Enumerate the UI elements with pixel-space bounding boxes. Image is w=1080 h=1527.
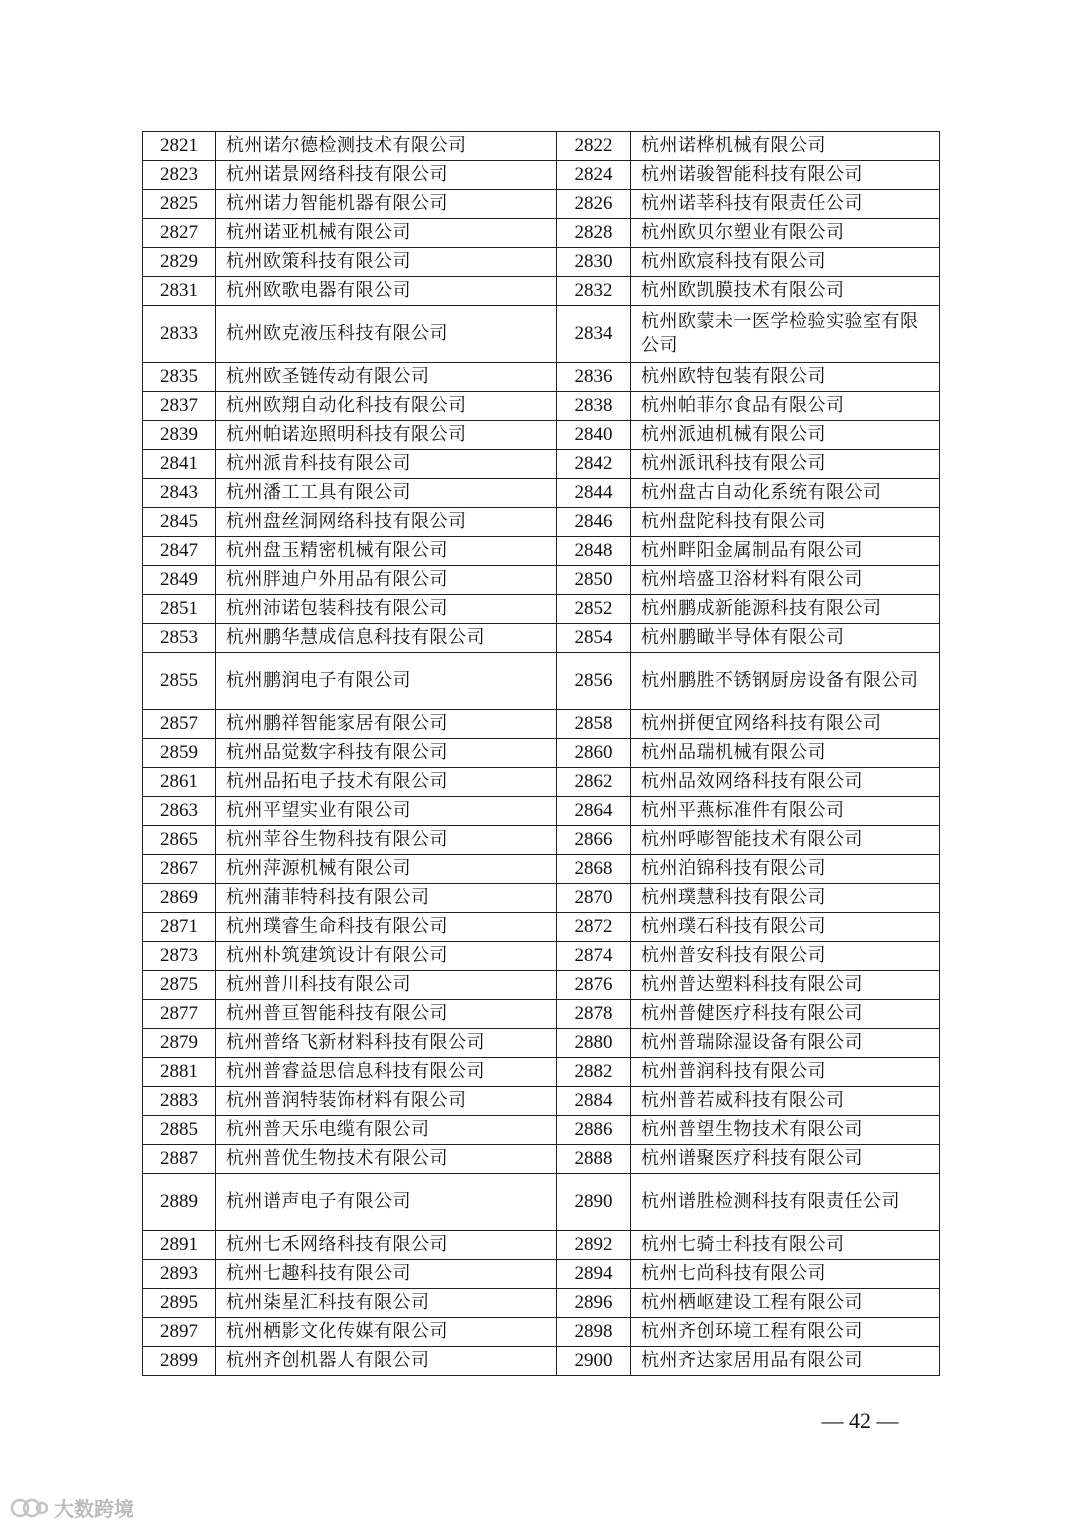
row-number-cell: 2853 [143, 624, 216, 653]
row-number-cell: 2885 [143, 1116, 216, 1145]
table-row [143, 190, 940, 219]
row-number-cell: 2829 [143, 248, 216, 277]
row-number-cell: 2831 [143, 277, 216, 306]
table-row [143, 1116, 940, 1145]
table-row [143, 768, 940, 797]
company-name-cell: 杭州齐创环境工程有限公司 [631, 1318, 940, 1347]
row-number-cell: 2868 [557, 855, 631, 884]
row-number-cell: 2899 [143, 1347, 216, 1376]
company-name-cell: 杭州谱声电子有限公司 [216, 1174, 557, 1231]
table-row [143, 1058, 940, 1087]
row-number-cell: 2845 [143, 508, 216, 537]
company-name-cell: 杭州鹏润电子有限公司 [216, 653, 557, 710]
company-name-cell: 杭州谱聚医疗科技有限公司 [631, 1145, 940, 1174]
row-number-cell: 2848 [557, 537, 631, 566]
company-name-cell: 杭州盘陀科技有限公司 [631, 508, 940, 537]
company-name-cell: 杭州品觉数字科技有限公司 [216, 739, 557, 768]
row-number-cell: 2858 [557, 710, 631, 739]
row-number-cell: 2863 [143, 797, 216, 826]
row-number-cell: 2851 [143, 595, 216, 624]
company-name-cell: 杭州平望实业有限公司 [216, 797, 557, 826]
row-number-cell: 2827 [143, 219, 216, 248]
watermark [10, 1493, 134, 1522]
row-number-cell: 2891 [143, 1231, 216, 1260]
company-name-cell: 杭州普达塑料科技有限公司 [631, 971, 940, 1000]
company-list-table-container [142, 131, 939, 1376]
row-number-cell: 2861 [143, 768, 216, 797]
company-name-cell: 杭州诺桦机械有限公司 [631, 132, 940, 161]
table-row [143, 248, 940, 277]
row-number-cell: 2854 [557, 624, 631, 653]
row-number-cell: 2856 [557, 653, 631, 710]
company-name-cell: 杭州欧特包装有限公司 [631, 363, 940, 392]
company-name-cell: 杭州齐创机器人有限公司 [216, 1347, 557, 1376]
company-name-cell: 杭州胖迪户外用品有限公司 [216, 566, 557, 595]
company-name-cell: 杭州诺力智能机器有限公司 [216, 190, 557, 219]
company-name-cell: 杭州苹谷生物科技有限公司 [216, 826, 557, 855]
company-name-cell: 杭州普润科技有限公司 [631, 1058, 940, 1087]
company-name-cell: 杭州鹏瞰半导体有限公司 [631, 624, 940, 653]
row-number-cell: 2847 [143, 537, 216, 566]
company-name-cell: 杭州普若威科技有限公司 [631, 1087, 940, 1116]
company-name-cell: 杭州畔阳金属制品有限公司 [631, 537, 940, 566]
table-row [143, 1347, 940, 1376]
company-name-cell: 杭州沛诺包装科技有限公司 [216, 595, 557, 624]
row-number-cell: 2839 [143, 421, 216, 450]
row-number-cell: 2889 [143, 1174, 216, 1231]
company-name-cell: 杭州拼便宜网络科技有限公司 [631, 710, 940, 739]
watermark-text: 大数跨境 [54, 1497, 134, 1521]
table-row [143, 971, 940, 1000]
table-row [143, 1231, 940, 1260]
row-number-cell: 2837 [143, 392, 216, 421]
row-number-cell: 2884 [557, 1087, 631, 1116]
row-number-cell: 2843 [143, 479, 216, 508]
table-row [143, 1174, 940, 1231]
company-name-cell: 杭州品瑞机械有限公司 [631, 739, 940, 768]
company-name-cell: 杭州盘丝洞网络科技有限公司 [216, 508, 557, 537]
row-number-cell: 2838 [557, 392, 631, 421]
row-number-cell: 2869 [143, 884, 216, 913]
row-number-cell: 2842 [557, 450, 631, 479]
company-name-cell: 杭州普睿益思信息科技有限公司 [216, 1058, 557, 1087]
table-row [143, 363, 940, 392]
company-name-cell: 杭州派肯科技有限公司 [216, 450, 557, 479]
row-number-cell: 2826 [557, 190, 631, 219]
company-name-cell: 杭州普望生物技术有限公司 [631, 1116, 940, 1145]
row-number-cell: 2882 [557, 1058, 631, 1087]
company-list-body [143, 132, 940, 1376]
row-number-cell: 2892 [557, 1231, 631, 1260]
company-name-cell: 杭州普川科技有限公司 [216, 971, 557, 1000]
table-row [143, 1000, 940, 1029]
company-name-cell: 杭州诺莘科技有限责任公司 [631, 190, 940, 219]
table-row [143, 624, 940, 653]
table-row [143, 1260, 940, 1289]
company-name-cell: 杭州诺尔德检测技术有限公司 [216, 132, 557, 161]
company-name-cell: 杭州七尚科技有限公司 [631, 1260, 940, 1289]
row-number-cell: 2849 [143, 566, 216, 595]
table-row [143, 508, 940, 537]
company-name-cell: 杭州普瑞除湿设备有限公司 [631, 1029, 940, 1058]
row-number-cell: 2825 [143, 190, 216, 219]
table-row [143, 797, 940, 826]
company-name-cell: 杭州七趣科技有限公司 [216, 1260, 557, 1289]
table-row [143, 739, 940, 768]
company-name-cell: 杭州诺景网络科技有限公司 [216, 161, 557, 190]
company-name-cell: 杭州鹏祥智能家居有限公司 [216, 710, 557, 739]
row-number-cell: 2877 [143, 1000, 216, 1029]
company-name-cell: 杭州谱胜检测科技有限责任公司 [631, 1174, 940, 1231]
company-name-cell: 杭州栖影文化传媒有限公司 [216, 1318, 557, 1347]
company-name-cell: 杭州鹏胜不锈钢厨房设备有限公司 [631, 653, 940, 710]
watermark-logo-icon [10, 1496, 50, 1520]
row-number-cell: 2860 [557, 739, 631, 768]
row-number-cell: 2844 [557, 479, 631, 508]
row-number-cell: 2897 [143, 1318, 216, 1347]
company-name-cell: 杭州培盛卫浴材料有限公司 [631, 566, 940, 595]
row-number-cell: 2893 [143, 1260, 216, 1289]
table-row [143, 277, 940, 306]
row-number-cell: 2872 [557, 913, 631, 942]
company-name-cell: 杭州璞睿生命科技有限公司 [216, 913, 557, 942]
company-name-cell: 杭州欧歌电器有限公司 [216, 277, 557, 306]
table-row [143, 855, 940, 884]
company-name-cell: 杭州派讯科技有限公司 [631, 450, 940, 479]
table-row [143, 653, 940, 710]
row-number-cell: 2833 [143, 306, 216, 363]
table-row [143, 306, 940, 363]
table-row [143, 1087, 940, 1116]
company-name-cell: 杭州普优生物技术有限公司 [216, 1145, 557, 1174]
row-number-cell: 2871 [143, 913, 216, 942]
table-row [143, 421, 940, 450]
row-number-cell: 2850 [557, 566, 631, 595]
company-name-cell: 杭州潘工工具有限公司 [216, 479, 557, 508]
company-name-cell: 杭州萍源机械有限公司 [216, 855, 557, 884]
company-list-table [142, 131, 940, 1376]
row-number-cell: 2828 [557, 219, 631, 248]
table-row [143, 392, 940, 421]
table-row [143, 1289, 940, 1318]
row-number-cell: 2864 [557, 797, 631, 826]
company-name-cell: 杭州欧克液压科技有限公司 [216, 306, 557, 363]
row-number-cell: 2875 [143, 971, 216, 1000]
company-name-cell: 杭州泊锦科技有限公司 [631, 855, 940, 884]
row-number-cell: 2900 [557, 1347, 631, 1376]
row-number-cell: 2898 [557, 1318, 631, 1347]
table-row [143, 161, 940, 190]
table-row [143, 132, 940, 161]
company-name-cell: 杭州盘玉精密机械有限公司 [216, 537, 557, 566]
row-number-cell: 2886 [557, 1116, 631, 1145]
table-row [143, 1145, 940, 1174]
row-number-cell: 2855 [143, 653, 216, 710]
row-number-cell: 2836 [557, 363, 631, 392]
table-row [143, 219, 940, 248]
row-number-cell: 2881 [143, 1058, 216, 1087]
company-name-cell: 杭州诺亚机械有限公司 [216, 219, 557, 248]
row-number-cell: 2887 [143, 1145, 216, 1174]
table-row [143, 942, 940, 971]
company-name-cell: 杭州普安科技有限公司 [631, 942, 940, 971]
row-number-cell: 2841 [143, 450, 216, 479]
row-number-cell: 2878 [557, 1000, 631, 1029]
table-row [143, 1029, 940, 1058]
company-name-cell: 杭州呼嘭智能技术有限公司 [631, 826, 940, 855]
company-name-cell: 杭州欧宸科技有限公司 [631, 248, 940, 277]
table-row [143, 595, 940, 624]
row-number-cell: 2876 [557, 971, 631, 1000]
row-number-cell: 2823 [143, 161, 216, 190]
row-number-cell: 2822 [557, 132, 631, 161]
row-number-cell: 2824 [557, 161, 631, 190]
company-name-cell: 杭州派迪机械有限公司 [631, 421, 940, 450]
company-name-cell: 杭州鹏成新能源科技有限公司 [631, 595, 940, 624]
row-number-cell: 2879 [143, 1029, 216, 1058]
row-number-cell: 2830 [557, 248, 631, 277]
row-number-cell: 2890 [557, 1174, 631, 1231]
row-number-cell: 2832 [557, 277, 631, 306]
table-row [143, 537, 940, 566]
company-name-cell: 杭州欧策科技有限公司 [216, 248, 557, 277]
company-name-cell: 杭州盘古自动化系统有限公司 [631, 479, 940, 508]
row-number-cell: 2888 [557, 1145, 631, 1174]
company-name-cell: 杭州欧蒙未一医学检验实验室有限公司 [631, 306, 940, 363]
company-name-cell: 杭州七骑士科技有限公司 [631, 1231, 940, 1260]
row-number-cell: 2870 [557, 884, 631, 913]
row-number-cell: 2867 [143, 855, 216, 884]
row-number-cell: 2840 [557, 421, 631, 450]
row-number-cell: 2866 [557, 826, 631, 855]
row-number-cell: 2865 [143, 826, 216, 855]
table-row [143, 1318, 940, 1347]
row-number-cell: 2852 [557, 595, 631, 624]
row-number-cell: 2834 [557, 306, 631, 363]
company-name-cell: 杭州柒星汇科技有限公司 [216, 1289, 557, 1318]
company-name-cell: 杭州平燕标准件有限公司 [631, 797, 940, 826]
row-number-cell: 2859 [143, 739, 216, 768]
table-row [143, 913, 940, 942]
table-row [143, 479, 940, 508]
table-row [143, 450, 940, 479]
row-number-cell: 2835 [143, 363, 216, 392]
company-name-cell: 杭州普润特装饰材料有限公司 [216, 1087, 557, 1116]
company-name-cell: 杭州品拓电子技术有限公司 [216, 768, 557, 797]
company-name-cell: 杭州栖岖建设工程有限公司 [631, 1289, 940, 1318]
company-name-cell: 杭州七禾网络科技有限公司 [216, 1231, 557, 1260]
table-row [143, 884, 940, 913]
company-name-cell: 杭州普健医疗科技有限公司 [631, 1000, 940, 1029]
company-name-cell: 杭州品效网络科技有限公司 [631, 768, 940, 797]
row-number-cell: 2895 [143, 1289, 216, 1318]
row-number-cell: 2873 [143, 942, 216, 971]
row-number-cell: 2874 [557, 942, 631, 971]
company-name-cell: 杭州鹏华慧成信息科技有限公司 [216, 624, 557, 653]
company-name-cell: 杭州诺骏智能科技有限公司 [631, 161, 940, 190]
table-row [143, 826, 940, 855]
company-name-cell: 杭州普络飞新材料科技有限公司 [216, 1029, 557, 1058]
company-name-cell: 杭州欧贝尔塑业有限公司 [631, 219, 940, 248]
company-name-cell: 杭州欧翔自动化科技有限公司 [216, 392, 557, 421]
company-name-cell: 杭州普亘智能科技有限公司 [216, 1000, 557, 1029]
company-name-cell: 杭州璞慧科技有限公司 [631, 884, 940, 913]
row-number-cell: 2821 [143, 132, 216, 161]
row-number-cell: 2846 [557, 508, 631, 537]
company-name-cell: 杭州欧圣链传动有限公司 [216, 363, 557, 392]
company-name-cell: 杭州普天乐电缆有限公司 [216, 1116, 557, 1145]
company-name-cell: 杭州帕诺迩照明科技有限公司 [216, 421, 557, 450]
company-name-cell: 杭州璞石科技有限公司 [631, 913, 940, 942]
page-number: — 42 — [821, 1408, 899, 1433]
company-name-cell: 杭州欧凯膜技术有限公司 [631, 277, 940, 306]
row-number-cell: 2894 [557, 1260, 631, 1289]
row-number-cell: 2883 [143, 1087, 216, 1116]
row-number-cell: 2880 [557, 1029, 631, 1058]
row-number-cell: 2857 [143, 710, 216, 739]
company-name-cell: 杭州朴筑建筑设计有限公司 [216, 942, 557, 971]
table-row [143, 710, 940, 739]
company-name-cell: 杭州蒲菲特科技有限公司 [216, 884, 557, 913]
company-name-cell: 杭州帕菲尔食品有限公司 [631, 392, 940, 421]
row-number-cell: 2862 [557, 768, 631, 797]
table-row [143, 566, 940, 595]
row-number-cell: 2896 [557, 1289, 631, 1318]
company-name-cell: 杭州齐达家居用品有限公司 [631, 1347, 940, 1376]
